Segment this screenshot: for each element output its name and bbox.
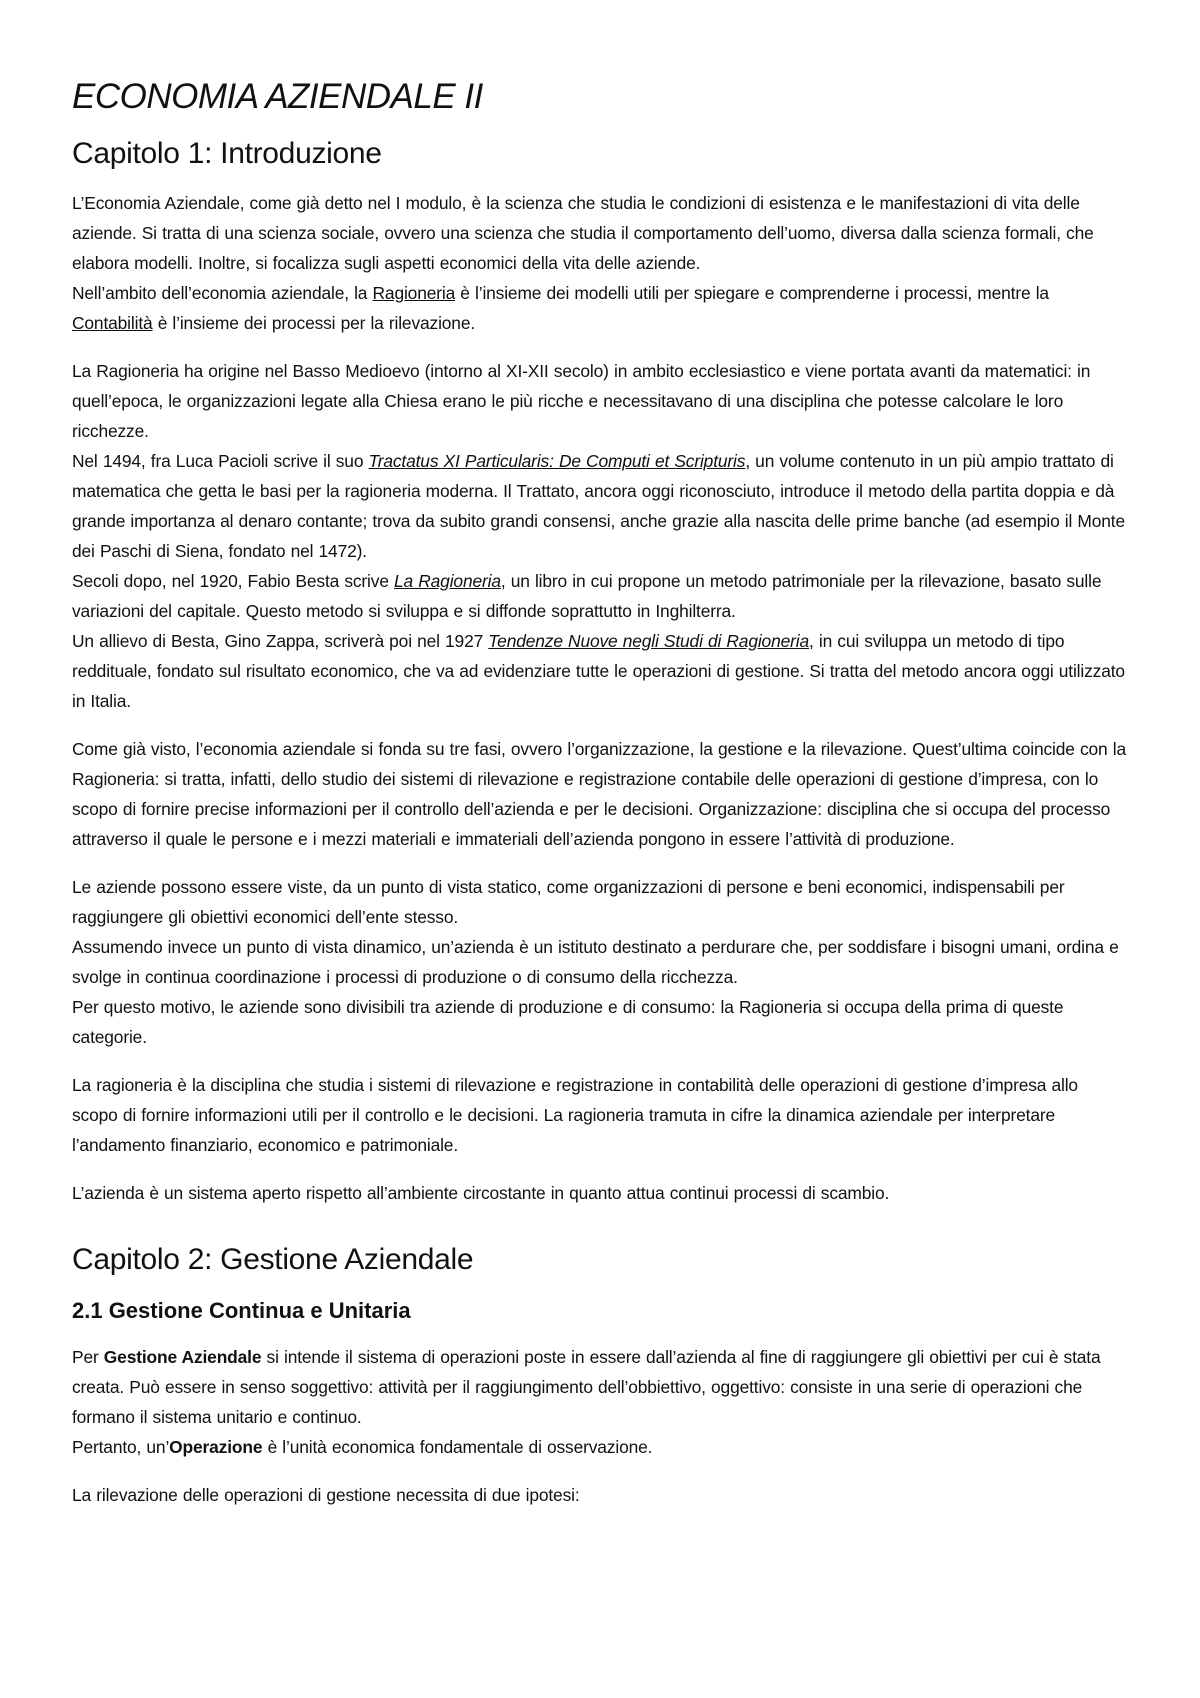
- chapter-1-paragraph-5: [72, 1070, 1128, 1160]
- chapter-1-paragraph-6: [72, 1178, 1128, 1208]
- paragraph-ragioneria-contabilita: Nell’ambito dell’economia aziendale, la Ragioneria è l’insieme dei modelli utili per spiegare e comprenderne i processi, mentre la Contabilità è l’insieme dei processi per la rilevazione.: [72, 283, 1049, 333]
- document-title: ECONOMIA AZIENDALE II: [72, 77, 483, 116]
- term-ragioneria: Ragioneria: [372, 283, 456, 303]
- paragraph-zappa: Un allievo di Besta, Gino Zappa, scriverà poi nel 1927 Tendenze Nuove negli Studi di Ragioneria, in cui sviluppa un metodo di tipo reddituale, fondato sul risultato economico, che va ad evidenziare tutte le operazioni di gestione. Si tratta del metodo ancora oggi utilizzato in Italia.: [72, 631, 1125, 711]
- section-2-1-title: 2.1 Gestione Continua e Unitaria: [72, 1298, 411, 1323]
- chapter-2-title: Capitolo 2: Gestione Aziendale: [72, 1243, 474, 1276]
- paragraph-besta: Secoli dopo, nel 1920, Fabio Besta scrive La Ragioneria, un libro in cui propone un metodo patrimoniale per la rilevazione, basato sulle variazioni del capitale. Questo metodo si sviluppa e si diffonde soprattutto in Inghilterra.: [72, 571, 1102, 621]
- paragraph-economia-aziendale: L’Economia Aziendale, come già detto nel I modulo, è la scienza che studia le condizioni di esistenza e le manifestazioni di vita delle aziende. Si tratta di una scienza sociale, ovvero una scienza che studia il comportamento dell’uomo, diversa dalla scienza formali, che elabora modelli. Inoltre, si focalizza sugli aspetti economici della vita delle aziende.: [72, 193, 1094, 273]
- paragraph-sistema-aperto: L’azienda è un sistema aperto rispetto all’ambiente circostante in quanto attua continui processi di scambio.: [72, 1183, 890, 1203]
- chapter-1-paragraph-2: [72, 356, 1128, 716]
- paragraph-definizione-ragioneria: La ragioneria è la disciplina che studia i sistemi di rilevazione e registrazione in contabilità delle operazioni di gestione d’impresa allo scopo di fornire informazioni utili per il controllo e le decisioni. La ragioneria tramuta in cifre la dinamica aziendale per interpretare l’andamento finanziario, economico e patrimoniale.: [72, 1075, 1078, 1155]
- work-title-tendenze-nuove: Tendenze Nuove negli Studi di Ragioneria: [488, 631, 810, 651]
- paragraph-tre-fasi: Come già visto, l’economia aziendale si fonda su tre fasi, ovvero l’organizzazione, la gestione e la rilevazione. Quest’ultima coincide con la Ragioneria: si tratta, infatti, dello studio dei sistemi di rilevazione e registrazione contabile delle operazioni di gestione d’impresa, con lo scopo di fornire precise informazioni per il controllo dell’azienda e per le decisioni. Organizzazione: disciplina che si occupa del processo attraverso il quale le persone e i mezzi materiali e immateriali dell’azienda pongono in essere l’attività di produzione.: [72, 739, 1126, 849]
- paragraph-gestione-aziendale: Per Gestione Aziendale si intende il sistema di operazioni poste in essere dall’azienda al fine di raggiungere gli obiettivi per cui è stata creata. Può essere in senso soggettivo: attività per il raggiungimento dell’obbiettivo, oggettivo: consiste in una serie di operazioni che formano il sistema unitario e continuo.: [72, 1347, 1101, 1428]
- paragraph-pacioli: Nel 1494, fra Luca Pacioli scrive il suo Tractatus XI Particularis: De Computi et Scripturis, un volume contenuto in un più ampio trattato di matematica che getta le basi per la ragioneria moderna. Il Trattato, ancora oggi riconosciuto, introduce il metodo della partita doppia e dà grande importanza al denaro contante; trova da subito grandi consensi, anche grazie alla nascita delle prime banche (ad esempio il Monte dei Paschi di Siena, fondato nel 1472).: [72, 451, 1126, 561]
- document-content: [72, 76, 1128, 1528]
- term-gestione-aziendale: Gestione Aziendale: [103, 1347, 262, 1368]
- chapter-1-title: Capitolo 1: Introduzione: [72, 137, 382, 170]
- work-title-la-ragioneria: La Ragioneria: [394, 571, 501, 591]
- paragraph-punto-vista-statico: Le aziende possono essere viste, da un punto di vista statico, come organizzazioni di persone e beni economici, indispensabili per raggiungere gli obiettivi economici dell’ente stesso.: [72, 877, 1065, 927]
- chapter-1-paragraph-4: [72, 872, 1128, 1052]
- paragraph-operazione: Pertanto, un’Operazione è l’unità economica fondamentale di osservazione.: [72, 1437, 653, 1458]
- chapter-1-paragraph-1: [72, 188, 1128, 338]
- paragraph-origine-ragioneria: La Ragioneria ha origine nel Basso Medioevo (intorno al XI-XII secolo) in ambito ecclesiastico e viene portata avanti da matematici: in quell’epoca, le organizzazioni legate alla Chiesa erano le più ricche e necessitavano di una disciplina che potesse calcolare le loro ricchezze.: [72, 361, 1091, 441]
- term-operazione: Operazione: [169, 1437, 263, 1458]
- paragraph-punto-vista-dinamico: Assumendo invece un punto di vista dinamico, un’azienda è un istituto destinato a perdurare che, per soddisfare i bisogni umani, ordina e svolge in continua coordinazione i processi di produzione o di consumo della ricchezza.: [72, 937, 1119, 987]
- paragraph-due-ipotesi: La rilevazione delle operazioni di gestione necessita di due ipotesi:: [72, 1485, 580, 1506]
- term-contabilita: Contabilità: [72, 313, 153, 333]
- chapter-1-paragraph-3: [72, 734, 1128, 854]
- section-2-1-paragraph-2: [72, 1480, 1128, 1510]
- paragraph-produzione-consumo: Per questo motivo, le aziende sono divisibili tra aziende di produzione e di consumo: la Ragioneria si occupa della prima di queste categorie.: [72, 997, 1064, 1047]
- work-title-tractatus: Tractatus XI Particularis: De Computi et Scripturis: [368, 451, 746, 471]
- section-2-1-paragraph-1: [72, 1342, 1128, 1462]
